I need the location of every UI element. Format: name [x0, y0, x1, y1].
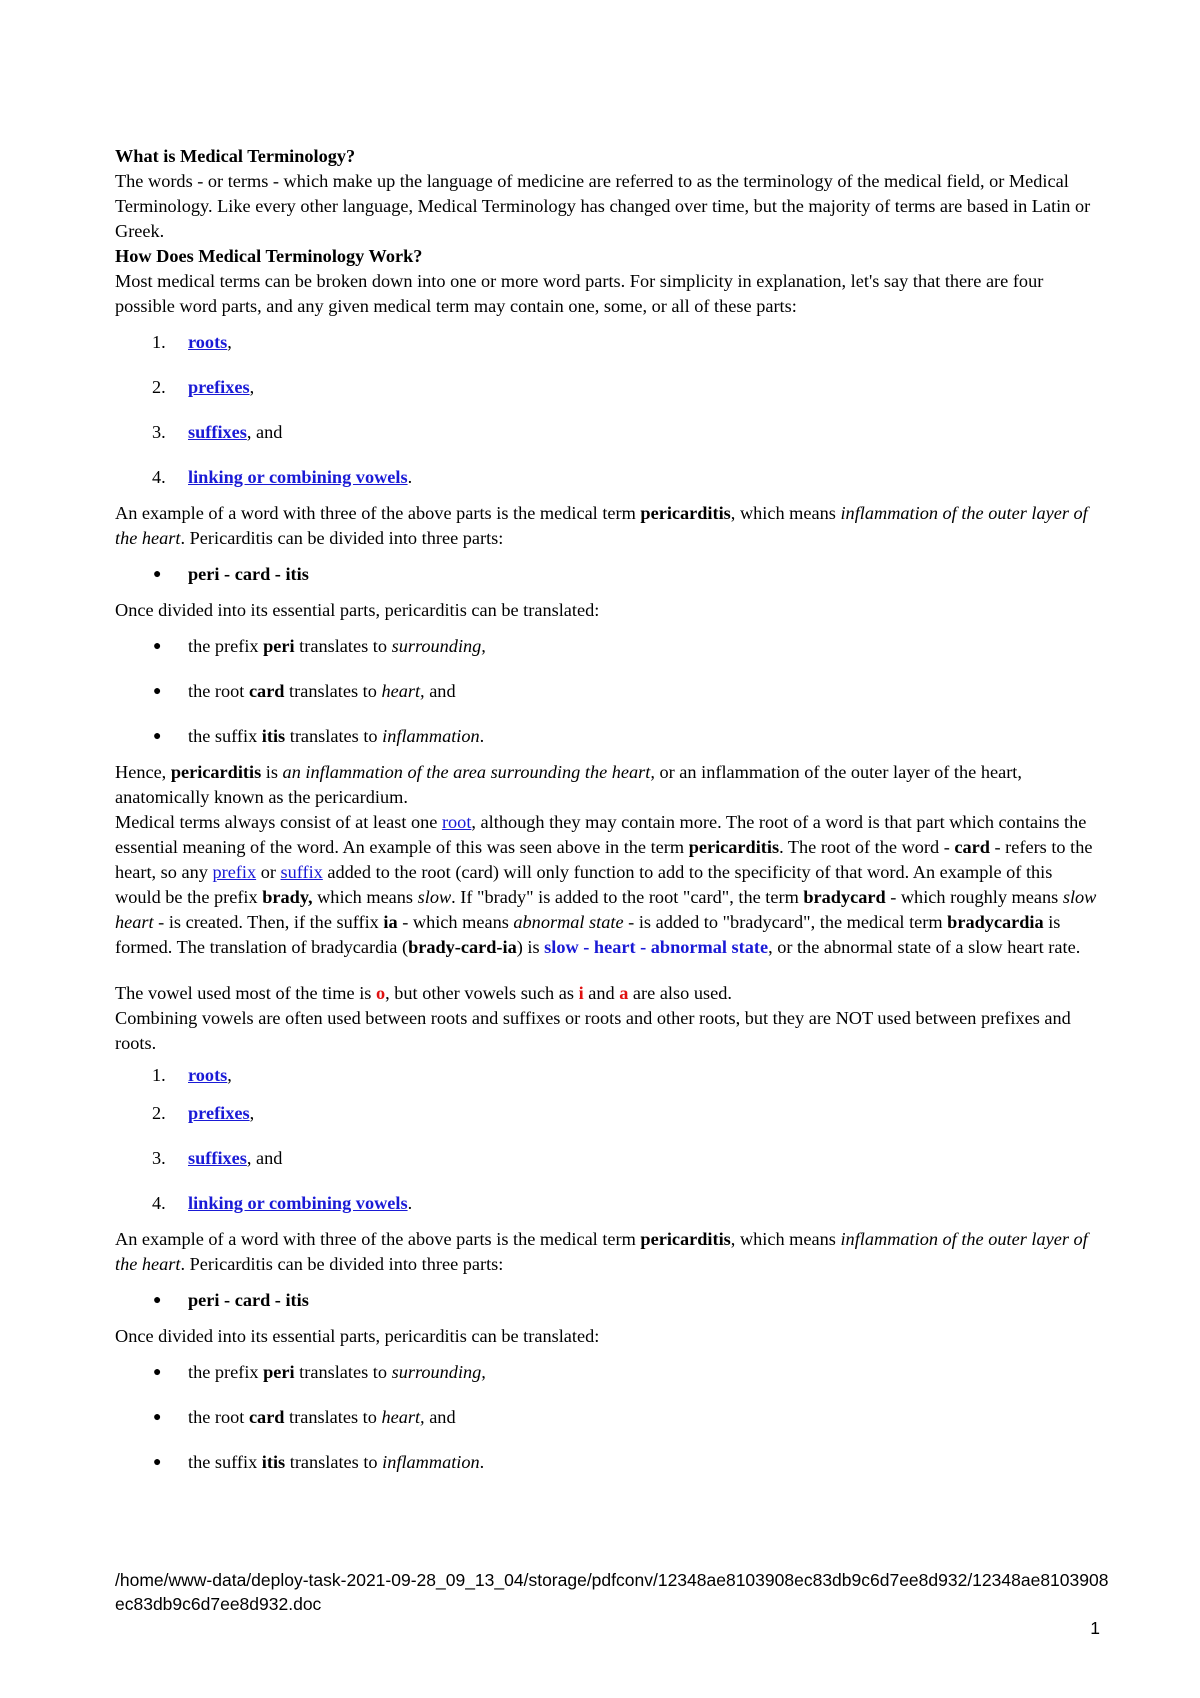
list-number: 1.: [152, 332, 166, 352]
hence-paragraph: Hence, pericarditis is an inflammation of the area surrounding the heart, or an inflammation of the outer layer of the heart, anatomically known as the pericardium.: [115, 762, 1022, 807]
list-suffix: , and: [246, 1148, 283, 1168]
list-number: 2.: [152, 1103, 166, 1123]
how-paragraph: Most medical terms can be broken down into one or more word parts. For simplicity in explanation, let's say that there are four possible word parts, and any given medical term may contain one, some, or all of these parts:: [115, 271, 1044, 316]
list-item: [115, 562, 1100, 587]
bullet-icon: ●: [153, 1410, 162, 1425]
example-paragraph: An example of a word with three of the above parts is the medical term pericarditis, which means inflammation of the outer layer of the heart. Pericarditis can be divided into three parts:: [115, 503, 1088, 548]
list-suffix: .: [407, 1193, 413, 1213]
split-term: peri - card - itis: [188, 564, 309, 584]
word-parts-list-repeat: [115, 1063, 1100, 1216]
link-prefixes[interactable]: prefixes: [188, 377, 250, 397]
list-item: ● the root card translates to heart, and: [115, 1405, 1100, 1430]
list-item: [115, 1288, 1100, 1313]
list-item: [115, 1191, 1100, 1216]
list-item: ● the suffix itis translates to inflammation.: [115, 1450, 1100, 1475]
link-root[interactable]: root: [441, 812, 472, 832]
translated-intro-repeat: Once divided into its essential parts, pericarditis can be translated:: [115, 1326, 600, 1346]
link-prefix[interactable]: prefix: [212, 862, 257, 882]
footer-file-path: /home/www-data/deploy-task-2021-09-28_09_13_04/storage/pdfconv/12348ae8103908ec83db9c6d7ee8d932/12348ae8103908ec83db9c6d7ee8d932.doc: [115, 1570, 1109, 1614]
list-number: 3.: [152, 1148, 166, 1168]
link-prefixes[interactable]: prefixes: [188, 1103, 250, 1123]
link-suffix[interactable]: suffix: [280, 862, 323, 882]
bullet-icon: ●: [153, 567, 162, 582]
split-term: peri - card - itis: [188, 1290, 309, 1310]
document-body: [115, 144, 1100, 1475]
list-item: [115, 375, 1100, 400]
word-parts-list: [115, 330, 1100, 490]
root-paragraph: Medical terms always consist of at least one root, although they may contain more. The root of a word is that part which contains the essential meaning of the word. An example of this was seen above in the term pericarditis. The root of the word - card - refers to the heart, so any prefix or suffix added to the root (card) will only function to add to the specificity of that word. An example of this would be the prefix brady, which means slow. If "brady" is added to the root "card", the term bradycard - which roughly means slow heart - is created. Then, if the suffix ia - which means abnormal state - is added to "bradycard", the medical term bradycardia is formed. The translation of bradycardia (brady-card-ia) is slow - heart - abnormal state, or the abnormal state of a slow heart rate.: [115, 812, 1097, 957]
bullet-icon: ●: [153, 1293, 162, 1308]
split-list-repeat: [115, 1288, 1100, 1313]
list-item: ● the prefix peri translates to surrounding,: [115, 634, 1100, 659]
list-suffix: ,: [249, 1103, 255, 1123]
bullet-icon: ●: [153, 729, 162, 744]
list-number: 1.: [152, 1065, 166, 1085]
intro-paragraph: The words - or terms - which make up the language of medicine are referred to as the terminology of the medical field, or Medical Terminology. Like every other language, Medical Terminology has changed over time, but the majority of terms are based in Latin or Greek.: [115, 171, 1091, 241]
vowel-paragraph: The vowel used most of the time is o, but other vowels such as i and a are also used.: [115, 983, 732, 1003]
list-item: [115, 1146, 1100, 1171]
link-roots[interactable]: roots: [188, 332, 228, 352]
spacer: [115, 960, 1100, 981]
link-linking-vowels[interactable]: linking or combining vowels: [188, 1193, 408, 1213]
list-suffix: ,: [227, 1065, 232, 1085]
link-suffixes[interactable]: suffixes: [188, 1148, 247, 1168]
list-item: [115, 330, 1100, 355]
combining-paragraph: Combining vowels are often used between roots and suffixes or roots and other roots, but they are NOT used between prefixes and roots.: [115, 1008, 1071, 1053]
translation-list: [115, 634, 1100, 749]
link-linking-vowels[interactable]: linking or combining vowels: [188, 467, 408, 487]
list-number: 4.: [152, 1193, 166, 1213]
list-item: ● the suffix itis translates to inflammation.: [115, 724, 1100, 749]
example-paragraph-repeat: An example of a word with three of the above parts is the medical term pericarditis, which means inflammation of the outer layer of the heart. Pericarditis can be divided into three parts:: [115, 1229, 1088, 1274]
list-item: ● the prefix peri translates to surrounding,: [115, 1360, 1100, 1385]
list-number: 3.: [152, 422, 166, 442]
link-suffixes[interactable]: suffixes: [188, 422, 247, 442]
heading-what-is: What is Medical Terminology?: [115, 146, 356, 166]
list-item: [115, 1101, 1100, 1126]
bullet-icon: ●: [153, 1365, 162, 1380]
page-number: 1: [1090, 1618, 1100, 1638]
bullet-icon: ●: [153, 1455, 162, 1470]
list-item: [115, 465, 1100, 490]
list-number: 2.: [152, 377, 166, 397]
list-item: ● the root card translates to heart, and: [115, 679, 1100, 704]
bullet-icon: ●: [153, 639, 162, 654]
page-footer: [115, 1568, 1109, 1638]
translation-list-repeat: [115, 1360, 1100, 1475]
list-number: 4.: [152, 467, 166, 487]
list-suffix: ,: [227, 332, 232, 352]
list-suffix: ,: [249, 377, 255, 397]
bullet-icon: ●: [153, 684, 162, 699]
list-item: [115, 420, 1100, 445]
link-roots[interactable]: roots: [188, 1065, 228, 1085]
heading-how-does: How Does Medical Terminology Work?: [115, 246, 423, 266]
list-item: [115, 1063, 1100, 1088]
list-suffix: , and: [246, 422, 283, 442]
translated-intro: Once divided into its essential parts, pericarditis can be translated:: [115, 600, 600, 620]
list-suffix: .: [407, 467, 413, 487]
split-list: [115, 562, 1100, 587]
